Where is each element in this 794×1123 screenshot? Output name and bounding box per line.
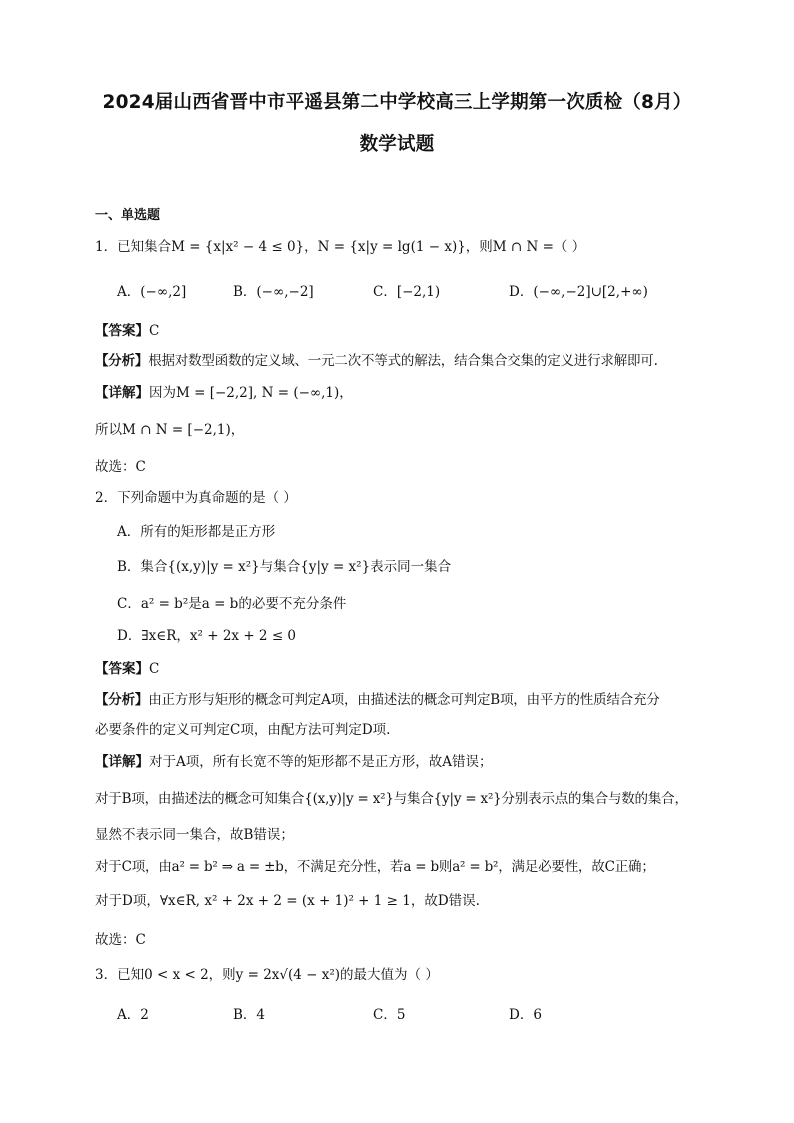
q3-option-c: C．5 — [373, 1007, 406, 1023]
q3-option-a: A．2 — [117, 1007, 149, 1023]
q3-option-d: D．6 — [509, 1007, 542, 1023]
q1-stem: 1．已知集合M = {x|x² − 4 ≤ 0}，N = {x|y = lg(1 − x)}，则M ∩ N =（ ） — [95, 239, 586, 255]
q2-option-c: C．a² = b²是a = b的必要不充分条件 — [117, 596, 347, 612]
q1-option-b: B．(−∞,−2] — [233, 284, 314, 300]
q2-analysis — [95, 688, 660, 708]
q1-analysis-text: 根据对数型函数的定义域、一元二次不等式的解法，结合集合交集的定义进行求解即可. — [148, 353, 658, 369]
section-heading: 一、单选题 — [95, 208, 161, 223]
q1-detail-line-2: 所以M ∩ N = [−2,1)， — [95, 422, 245, 438]
q2-conclusion: 故选：C — [95, 932, 146, 948]
q2-option-d: D．∃x∈R，x² + 2x + 2 ≤ 0 — [117, 628, 297, 644]
document-subtitle: 数学试题 — [359, 134, 435, 155]
answer-label: 【答案】 — [95, 661, 149, 677]
answer-label: 【答案】 — [95, 323, 149, 339]
q1-option-c: C．[−2,1) — [373, 284, 441, 300]
q2-stem: 2．下列命题中为真命题的是（ ） — [95, 490, 297, 506]
analysis-label: 【分析】 — [95, 692, 149, 708]
q1-analysis — [95, 349, 658, 369]
q2-detail — [95, 750, 493, 770]
q3-option-b: B．4 — [233, 1007, 266, 1023]
q2-analysis-text: 由正方形与矩形的概念可判定A项，由描述法的概念可判定B项，由平方的性质结合充分 — [148, 692, 660, 708]
analysis-label: 【分析】 — [95, 353, 149, 369]
q1-answer-value: C — [149, 323, 160, 339]
q1-answer — [95, 319, 159, 339]
q1-option-d: D．(−∞,−2]∪[2,+∞) — [509, 284, 648, 300]
q1-detail — [95, 381, 353, 401]
q2-detail-c: 对于C项，由a² = b² ⇒ a = ±b，不满足充分性，若a = b则a² = b²，满足必要性，故C正确； — [95, 859, 655, 875]
q2-answer — [95, 657, 159, 677]
q2-answer-value: C — [149, 661, 160, 677]
q1-detail-text: 因为M = [−2,2], N = (−∞,1)， — [149, 385, 353, 401]
q1-conclusion: 故选：C — [95, 459, 146, 475]
q2-option-b: B．集合{(x,y)|y = x²}与集合{y|y = x²}表示同一集合 — [117, 559, 452, 575]
q1-option-a: A．(−∞,2] — [117, 284, 187, 300]
document-title: 2024届山西省晋中市平遥县第二中学校高三上学期第一次质检（8月） — [102, 92, 692, 113]
detail-label: 【详解】 — [95, 754, 149, 770]
q2-option-a: A．所有的矩形都是正方形 — [117, 524, 276, 540]
q3-stem: 3．已知0 < x < 2，则y = 2x√(4 − x²)的最大值为（ ） — [95, 967, 439, 983]
detail-label: 【详解】 — [95, 385, 149, 401]
q2-analysis-line-2: 必要条件的定义可判定C项，由配方法可判定D项. — [95, 722, 391, 738]
q2-detail-a: 对于A项，所有长宽不等的矩形都不是正方形，故A错误； — [149, 754, 493, 770]
q2-detail-d: 对于D项，∀x∈R, x² + 2x + 2 = (x + 1)² + 1 ≥ 1，故D错误. — [95, 893, 480, 909]
q2-detail-b: 对于B项，由描述法的概念可知集合{(x,y)|y = x²}与集合{y|y = x²}分别表示点的集合与数的集合， — [95, 791, 688, 807]
q2-detail-b-line-2: 显然不表示同一集合，故B错误； — [95, 827, 294, 843]
